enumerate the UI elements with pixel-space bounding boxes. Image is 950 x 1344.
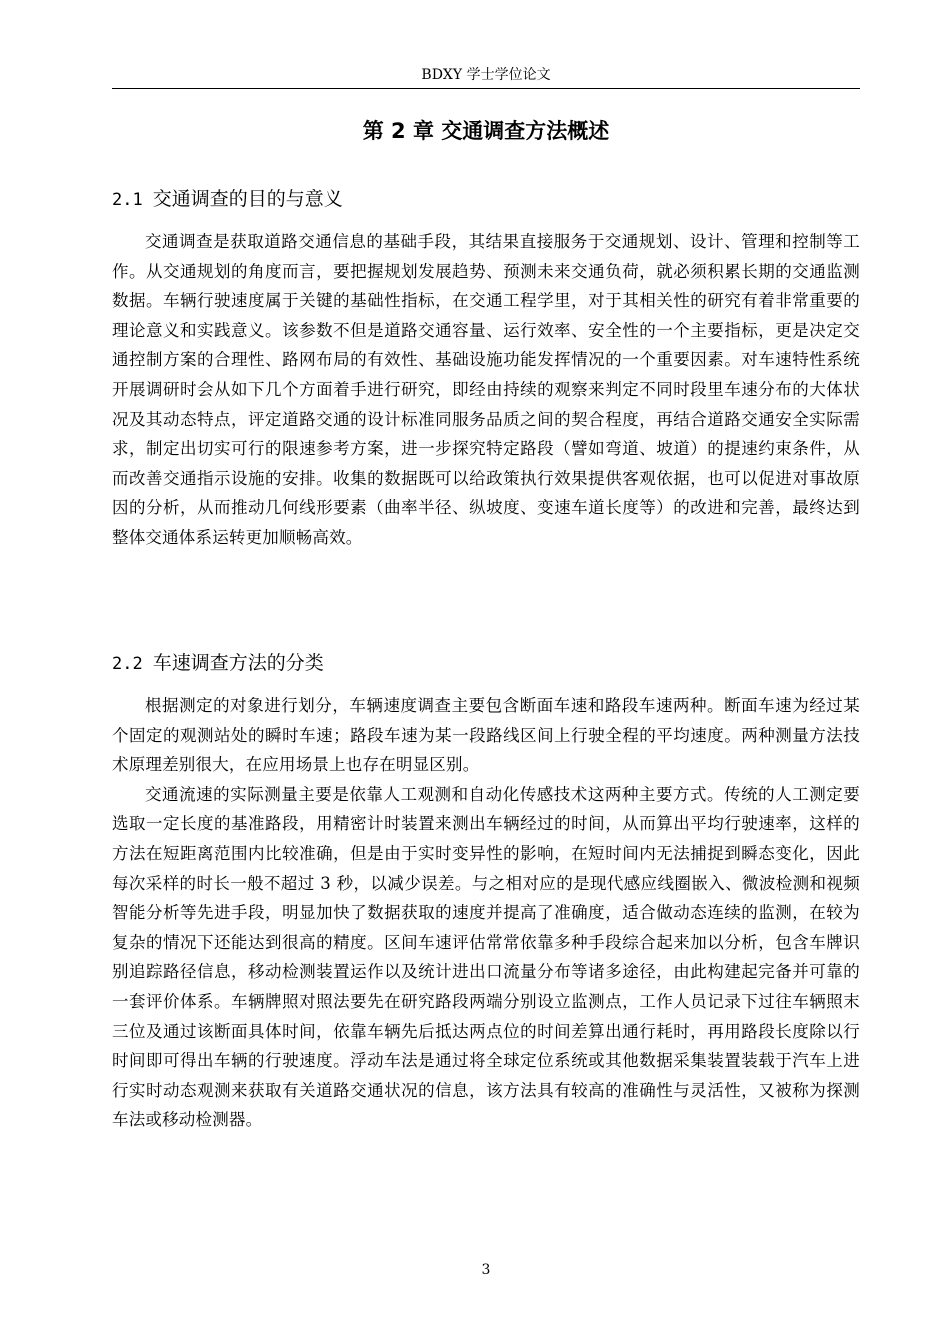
section-title: 车速调查方法的分类	[152, 652, 324, 674]
section-title: 交通调查的目的与意义	[152, 188, 343, 210]
page-number: 3	[481, 1262, 491, 1278]
section-number: 2.2	[112, 654, 143, 674]
paragraph: 交通调查是获取道路交通信息的基础手段，其结果直接服务于交通规划、设计、管理和控制等工作。从交通规划的角度而言，要把握规划发展趋势、预测未来交通负荷，就必须积累长期的交通监测数据。车辆行驶速度属于关键的基础性指标，在交通工程学里，对于其相关性的研究有着非常重要的理论意义和实践意义。该参数不但是道路交通容量、运行效率、安全性的一个主要指标，更是决定交通控制方案的合理性、路网布局的有效性、基础设施功能发挥情况的一个重要因素。对车速特性系统开展调研时会从如下几个方面着手进行研究，即经由持续的观察来判定不同时段里车速分布的大体状况及其动态特点，评定道路交通的设计标准同服务品质之间的契合程度，再结合道路交通安全实际需求，制定出切实可行的限速参考方案，进一步探究特定路段（譬如弯道、坡道）的提速约束条件，从而改善交通指示设施的安排。收集的数据既可以给政策执行效果提供客观依据，也可以促进对事故原因的分析，从而推动几何线形要素（曲率半径、纵坡度、变速车道长度等）的改进和完善，最终达到整体交通体系运转更加顺畅高效。	[112, 232, 860, 547]
section-heading	[112, 186, 860, 213]
running-header: BDXY 学士学位论文	[421, 67, 551, 83]
section-number: 2.1	[112, 190, 143, 210]
chapter-title: 第 2 章 交通调查方法概述	[362, 119, 610, 143]
section-heading	[112, 650, 860, 677]
paragraph: 交通流速的实际测量主要是依靠人工观测和自动化传感技术这两种主要方式。传统的人工测定要选取一定长度的基准路段，用精密计时装置来测出车辆经过的时间，从而算出平均行驶速率，这样的方法在短距离范围内比较准确，但是由于实时变异性的影响，在短时间内无法捕捉到瞬态变化，因此每次采样的时长一般不超过 3 秒，以减少误差。与之相对应的是现代感应线圈嵌入、微波检测和视频智能分析等先进手段，明显加快了数据获取的速度并提高了准确度，适合做动态连续的监测，在较为复杂的情况下还能达到很高的精度。区间车速评估常常依靠多种手段综合起来加以分析，包含车牌识别追踪路径信息，移动检测装置运作以及统计进出口流量分布等诸多途径，由此构建起完备并可靠的一套评价体系。车辆牌照对照法要先在研究路段两端分别设立监测点，工作人员记录下过往车辆照末三位及通过该断面具体时间，依靠车辆先后抵达两点位的时间差算出通行耗时，再用路段长度除以行时间即可得出车辆的行驶速度。浮动车法是通过将全球定位系统或其他数据采集装置装载于汽车上进行实时动态观测来获取有关道路交通状况的信息，该方法具有较高的准确性与灵活性，又被称为探测车法或移动检测器。	[112, 784, 860, 1130]
header-rule	[112, 88, 860, 89]
section-2-2	[112, 650, 860, 1135]
section-2-1	[112, 186, 860, 553]
paragraph: 根据测定的对象进行划分，车辆速度调查主要包含断面车速和路段车速两种。断面车速为经过某个固定的观测站处的瞬时车速；路段车速为某一段路线区间上行驶全程的平均速度。两种测量方法技术原理差别很大，在应用场景上也存在明显区别。	[112, 696, 860, 775]
